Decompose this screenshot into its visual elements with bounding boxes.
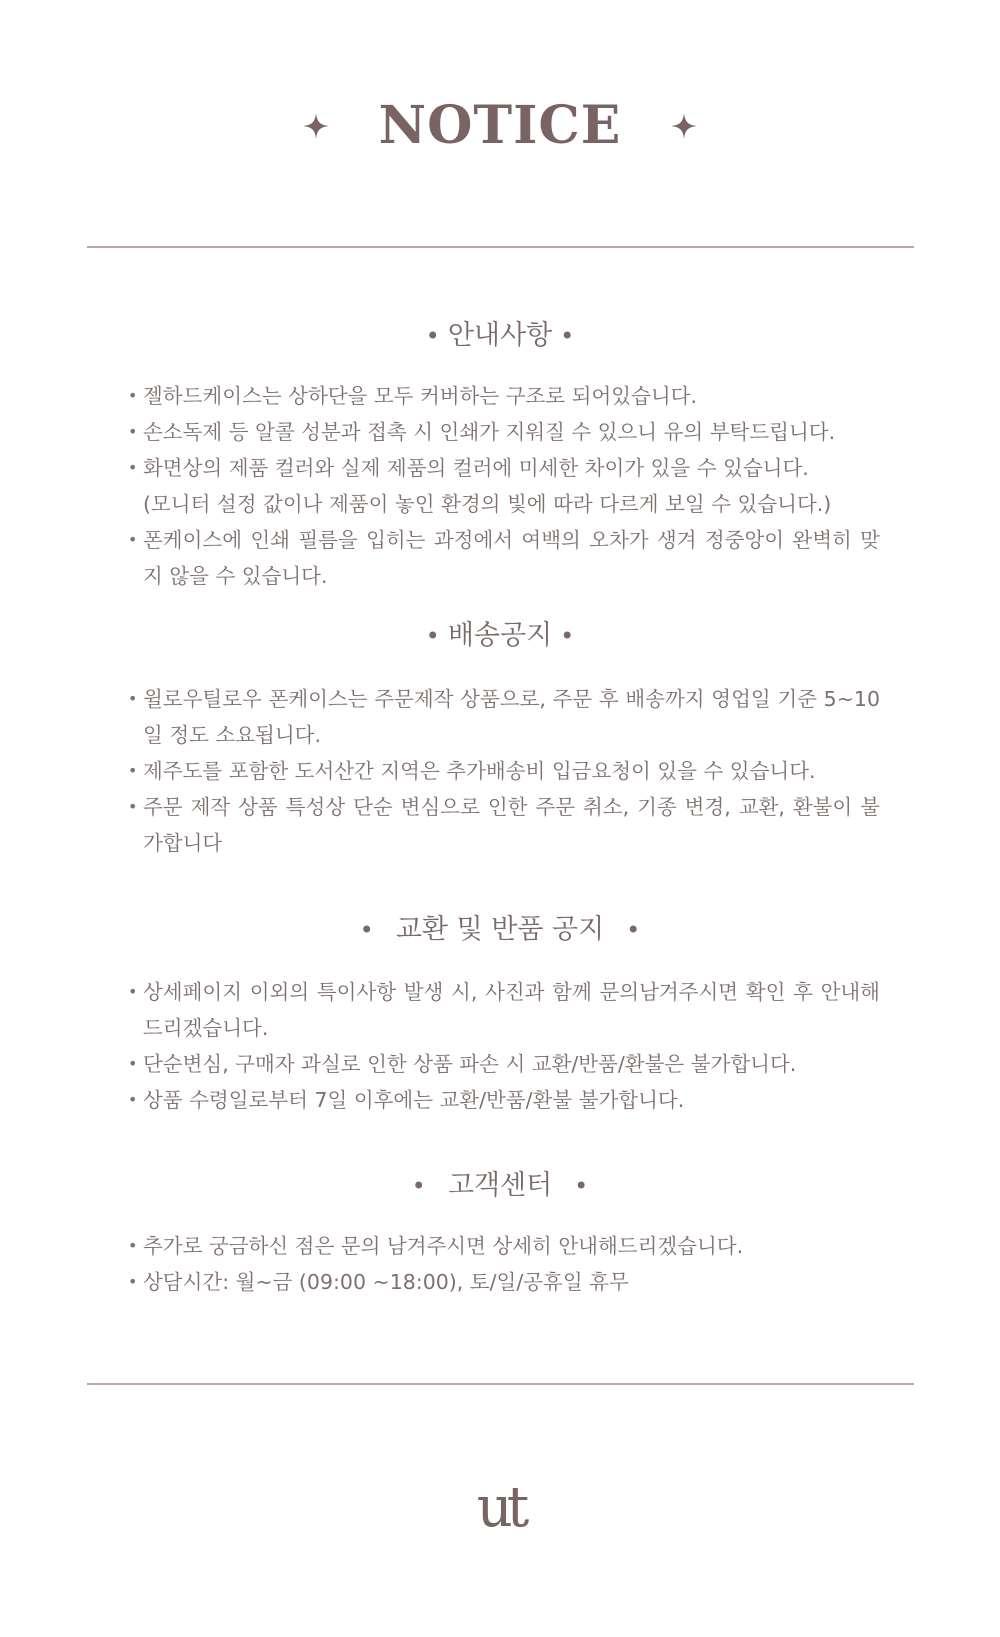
list-item: • 상담시간: 월~금 (09:00 ~18:00), 토/일/공휴일 휴무: [128, 1264, 880, 1300]
list-item: • 상품 수령일로부터 7일 이후에는 교환/반품/환불 불가합니다.: [128, 1082, 880, 1118]
list-item: • 화면상의 제품 컬러와 실제 제품의 컬러에 미세한 차이가 있을 수 있습니다. (모니터 설정 값이나 제품이 놓인 환경의 빛에 따라 다르게 보일 수 있습니다.): [128, 450, 880, 522]
section-heading-shipping: [0, 622, 1000, 649]
section-title: 안내사항: [447, 320, 553, 351]
heading-bullet: •: [425, 322, 440, 350]
section-heading-customer-center: [0, 1172, 1000, 1199]
section-heading-info: [0, 322, 1000, 349]
list-item: • 추가로 궁금하신 점은 문의 남겨주시면 상세히 안내해드리겠습니다.: [128, 1228, 880, 1264]
heading-bullet: •: [574, 1172, 589, 1200]
heading-bullet: •: [560, 622, 575, 650]
sparkle-icon: [671, 113, 697, 139]
info-list: [128, 378, 880, 594]
shipping-list: [128, 681, 880, 861]
section-title: 고객센터: [447, 1170, 553, 1201]
section-title: 배송공지: [447, 620, 553, 651]
list-item: • 윌로우틸로우 폰케이스는 주문제작 상품으로, 주문 후 배송까지 영업일 기준 5~10일 정도 소요됩니다.: [128, 681, 880, 753]
customer-center-list: [128, 1228, 880, 1300]
heading-bullet: •: [560, 322, 575, 350]
list-item: • 제주도를 포함한 도서산간 지역은 추가배송비 입금요청이 있을 수 있습니다.: [128, 753, 880, 789]
page-title: NOTICE: [378, 95, 622, 156]
list-item: • 폰케이스에 인쇄 필름을 입히는 과정에서 여백의 오차가 생겨 정중앙이 완벽히 맞지 않을 수 있습니다.: [128, 522, 880, 594]
section-heading-returns: [0, 916, 1000, 943]
heading-bullet: •: [425, 622, 440, 650]
sparkle-icon: [303, 113, 329, 139]
heading-bullet: •: [411, 1172, 426, 1200]
heading-bullet: •: [626, 916, 641, 944]
brand-logo: ut: [476, 1475, 524, 1540]
list-item: • 상세페이지 이외의 특이사항 발생 시, 사진과 함께 문의남겨주시면 확인 후 안내해드리겠습니다.: [128, 974, 880, 1046]
list-item: • 손소독제 등 알콜 성분과 접촉 시 인쇄가 지워질 수 있으니 유의 부탁드립니다.: [128, 414, 880, 450]
top-divider: [87, 246, 914, 248]
returns-list: [128, 974, 880, 1118]
list-item: • 젤하드케이스는 상하단을 모두 커버하는 구조로 되어있습니다.: [128, 378, 880, 414]
list-item: • 주문 제작 상품 특성상 단순 변심으로 인한 주문 취소, 기종 변경, 교환, 환불이 불가합니다: [128, 789, 880, 861]
notice-header: [0, 95, 1000, 156]
heading-bullet: •: [359, 916, 374, 944]
bottom-divider: [87, 1383, 914, 1385]
list-item: • 단순변심, 구매자 과실로 인한 상품 파손 시 교환/반품/환불은 불가합니다.: [128, 1046, 880, 1082]
list-item-note: (모니터 설정 값이나 제품이 놓인 환경의 빛에 따라 다르게 보일 수 있습니다.): [143, 492, 832, 516]
section-title: 교환 및 반품 공지: [395, 914, 605, 945]
